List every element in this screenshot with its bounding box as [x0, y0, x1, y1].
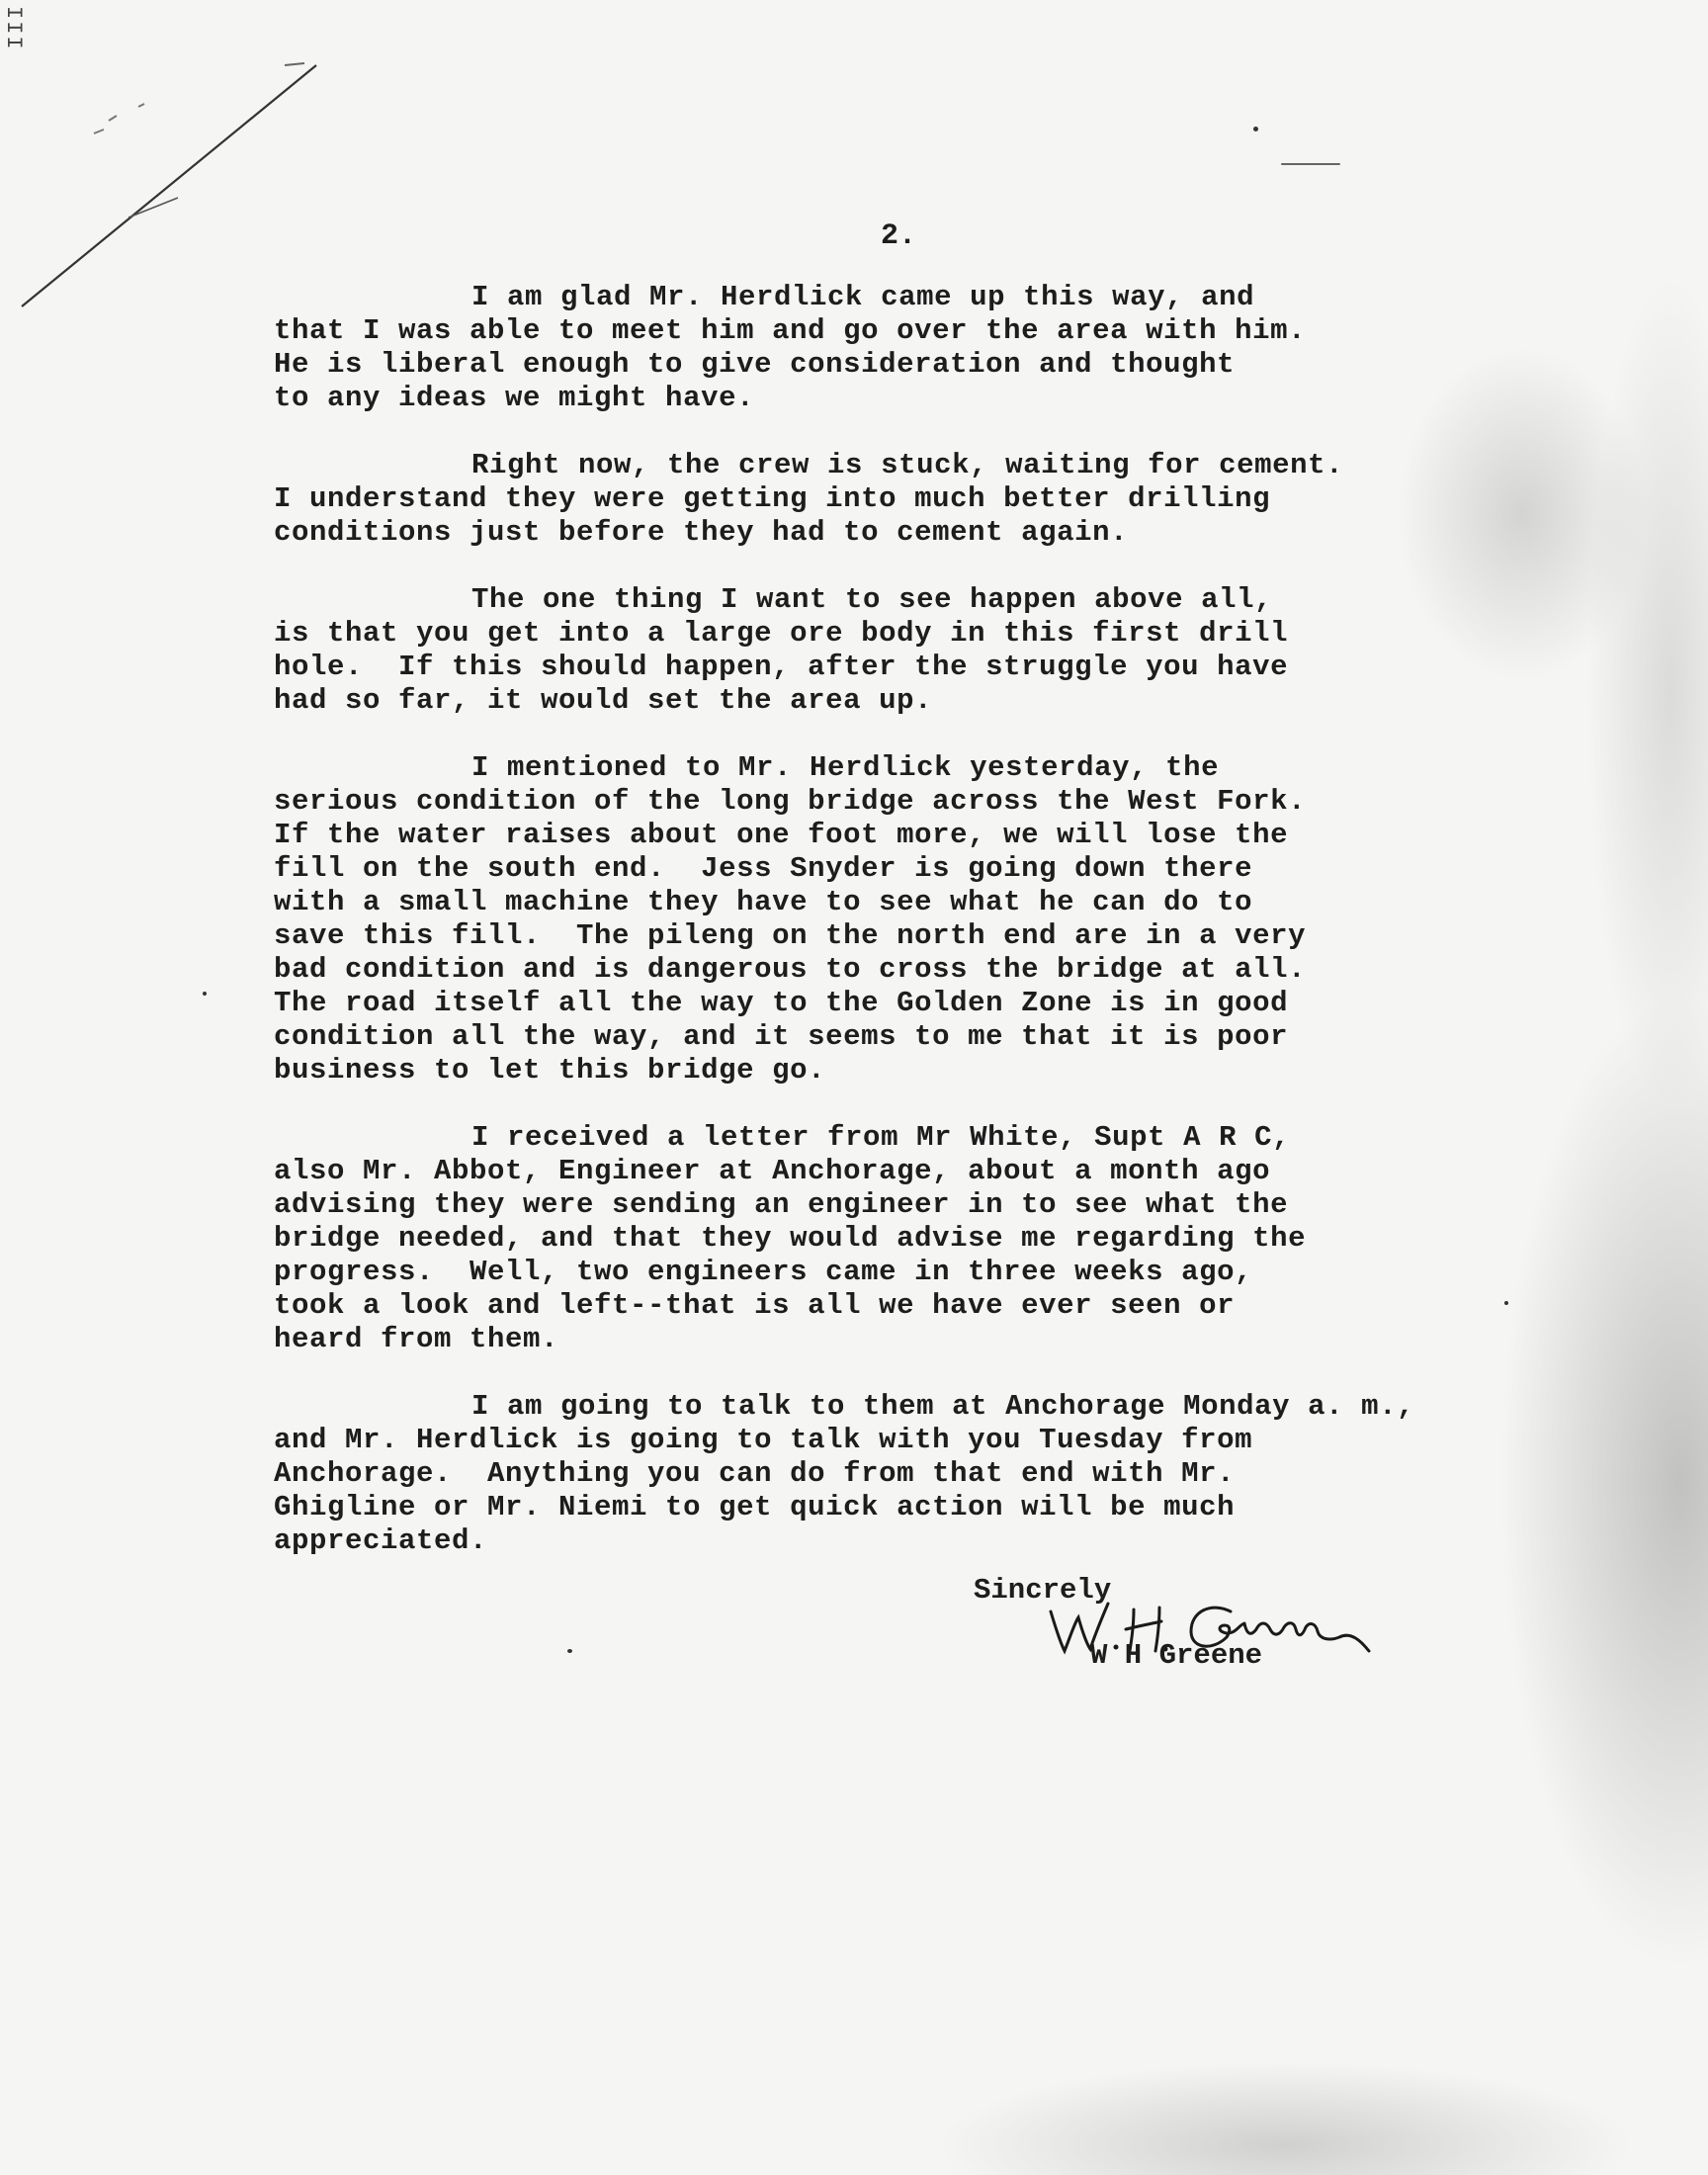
paragraph-3 [274, 583, 1559, 718]
text-line: heard from them. [274, 1323, 559, 1355]
text-line: Ghigline or Mr. Niemi to get quick action will be much [274, 1491, 1236, 1523]
text-line: appreciated. [274, 1524, 488, 1557]
paragraph-4 [274, 751, 1559, 1088]
text-line: had so far, it would set the area up. [274, 684, 933, 717]
paper-speck [1253, 127, 1258, 131]
text-line: with a small machine they have to see what he can do to [274, 886, 1253, 918]
closing-block [974, 1574, 1468, 1693]
text-line: serious condition of the long bridge across the West Fork. [274, 785, 1307, 818]
text-line: bad condition and is dangerous to cross the bridge at all. [274, 953, 1307, 986]
letter-body [274, 281, 1559, 1592]
text-line: conditions just before they had to cement again. [274, 516, 1129, 549]
text-line: to any ideas we might have. [274, 382, 755, 414]
text-line: also Mr. Abbot, Engineer at Anchorage, about a month ago [274, 1155, 1271, 1187]
closing-word: Sincrely [974, 1574, 1112, 1607]
text-line: advising they were sending an engineer in to see what the [274, 1188, 1289, 1221]
text-line: hole. If this should happen, after the struggle you have [274, 651, 1289, 683]
printed-name: W H Greene [1090, 1639, 1263, 1672]
text-line: I received a letter from Mr White, Supt A R C, [471, 1121, 1291, 1154]
paragraph-1 [274, 281, 1559, 415]
text-line: save this fill. The pileng on the north end are in a very [274, 919, 1307, 952]
text-line: bridge needed, and that they would advise me regarding the [274, 1222, 1307, 1255]
text-line: I am going to talk to them at Anchorage Monday a. m., [471, 1390, 1415, 1423]
paragraph-6 [274, 1390, 1559, 1558]
text-line: took a look and left--that is all we have ever seen or [274, 1289, 1236, 1322]
text-line: condition all the way, and it seems to me that it is poor [274, 1020, 1289, 1053]
text-line: business to let this bridge go. [274, 1054, 826, 1087]
text-line: Anchorage. Anything you can do from that end with Mr. [274, 1457, 1236, 1490]
text-line: I am glad Mr. Herdlick came up this way, and [471, 281, 1255, 313]
text-line: If the water raises about one foot more, we will lose the [274, 819, 1289, 851]
paper-speck [1281, 163, 1340, 165]
text-line: I mentioned to Mr. Herdlick yesterday, the [471, 751, 1220, 784]
text-line: is that you get into a large ore body in this first drill [274, 617, 1289, 650]
text-line: Right now, the crew is stuck, waiting for cement. [471, 449, 1344, 481]
paper-speck [203, 992, 207, 996]
text-line: and Mr. Herdlick is going to talk with you Tuesday from [274, 1424, 1253, 1456]
paper-speck [567, 1649, 572, 1653]
text-line: The road itself all the way to the Golden Zone is in good [274, 987, 1289, 1019]
text-line: He is liberal enough to give consideration and thought [274, 348, 1236, 381]
paper-speck [1504, 1301, 1508, 1305]
text-line: that I was able to meet him and go over the area with him. [274, 314, 1307, 347]
text-line: progress. Well, two engineers came in three weeks ago, [274, 1256, 1253, 1288]
page-number: 2. [880, 219, 916, 253]
scratch-mark [20, 59, 346, 316]
paragraph-2 [274, 449, 1559, 550]
text-line: fill on the south end. Jess Snyder is going down there [274, 852, 1253, 885]
text-line: I understand they were getting into much better drilling [274, 482, 1271, 515]
paragraph-5 [274, 1121, 1559, 1356]
text-line: The one thing I want to see happen above all, [471, 583, 1273, 616]
edge-mark: III [1, 6, 26, 51]
